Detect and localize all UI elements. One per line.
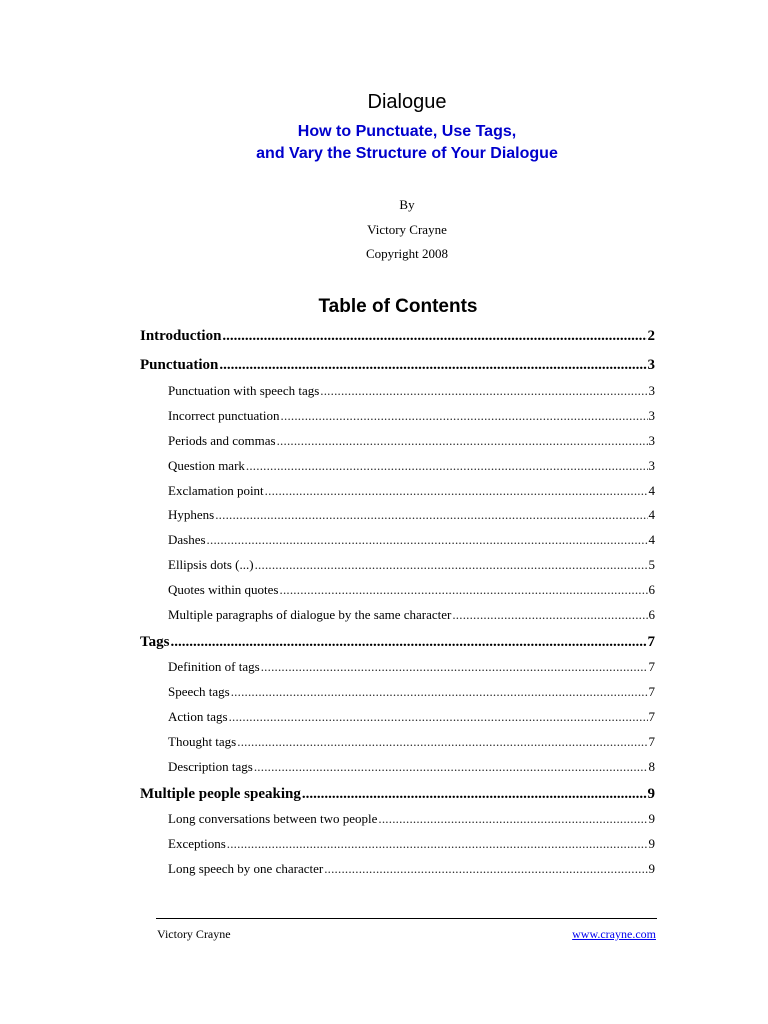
toc-entry-label: Ellipsis dots (...) [168, 557, 254, 572]
toc-subsection-entry[interactable] [168, 482, 655, 500]
toc-subsection-entry[interactable] [168, 556, 655, 574]
toc-subsection-entry[interactable] [168, 432, 655, 450]
toc-dot-leader [302, 784, 647, 804]
toc-subsection-entry[interactable] [168, 606, 655, 624]
toc-entry-label: Introduction [140, 328, 222, 344]
toc-entry-label: Multiple paragraphs of dialogue by the same character [168, 607, 452, 622]
toc-entry-label: Exceptions [168, 836, 226, 851]
toc-entry-page-number: 4 [648, 532, 655, 547]
byline-by: By [399, 197, 415, 212]
toc-entry-page-number: 7 [648, 684, 655, 699]
toc-entry-page-number: 3 [648, 408, 655, 423]
toc-entry-page-number: 4 [648, 483, 655, 498]
toc-dot-leader [246, 457, 648, 475]
toc-entry-label: Periods and commas [168, 433, 276, 448]
toc-dot-leader [324, 860, 647, 878]
toc-entry-page-number: 2 [647, 328, 655, 344]
toc-entry-label: Question mark [168, 458, 245, 473]
toc-subsection-entry[interactable] [168, 531, 655, 549]
toc-entry-label: Long speech by one character [168, 861, 324, 876]
document-subtitle-line1: How to Punctuate, Use Tags, [297, 123, 517, 140]
toc-dot-leader [265, 482, 648, 500]
toc-subsection-entry[interactable] [168, 860, 655, 878]
toc-entry-page-number: 9 [648, 811, 655, 826]
toc-entry-page-number: 7 [647, 634, 655, 650]
toc-entry-label: Incorrect punctuation [168, 408, 280, 423]
toc-entry-label: Dashes [168, 532, 206, 547]
toc-dot-leader [281, 407, 648, 425]
toc-heading: Table of Contents [318, 296, 478, 317]
toc-dot-leader [215, 506, 647, 524]
toc-subsection-entry[interactable] [168, 382, 655, 400]
toc-entry-label: Description tags [168, 759, 253, 774]
toc-dot-leader [222, 326, 646, 346]
toc-dot-leader [320, 382, 647, 400]
document-subtitle-line2: and Vary the Structure of Your Dialogue [256, 145, 558, 162]
toc-dot-leader [229, 708, 648, 726]
toc-dot-leader [231, 683, 648, 701]
toc-subsection-entry[interactable] [168, 457, 655, 475]
toc-entry-page-number: 7 [648, 734, 655, 749]
toc-entry-label: Speech tags [168, 684, 230, 699]
toc-entry-label: Definition of tags [168, 659, 260, 674]
toc-section-entry[interactable] [140, 632, 655, 652]
footer-author: Victory Crayne [157, 927, 231, 941]
toc-entry-page-number: 7 [648, 659, 655, 674]
toc-entry-page-number: 7 [648, 709, 655, 724]
toc-entry-page-number: 3 [648, 383, 655, 398]
toc-entry-page-number: 5 [648, 557, 655, 572]
toc-section-entry[interactable] [140, 355, 655, 375]
toc-section-entry[interactable] [140, 784, 655, 804]
toc-entry-page-number: 9 [648, 861, 655, 876]
toc-dot-leader [378, 810, 647, 828]
toc-dot-leader [452, 606, 647, 624]
toc-subsection-entry[interactable] [168, 733, 655, 751]
toc-dot-leader [277, 432, 648, 450]
toc-entry-label: Tags [140, 634, 170, 650]
toc-dot-leader [227, 835, 648, 853]
toc-dot-leader [170, 632, 646, 652]
toc-subsection-entry[interactable] [168, 683, 655, 701]
toc-subsection-entry[interactable] [168, 835, 655, 853]
toc-subsection-entry[interactable] [168, 407, 655, 425]
toc-subsection-entry[interactable] [168, 758, 655, 776]
toc-dot-leader [255, 556, 648, 574]
toc-entry-label: Punctuation with speech tags [168, 383, 320, 398]
toc-subsection-entry[interactable] [168, 506, 655, 524]
toc-dot-leader [261, 658, 648, 676]
toc-dot-leader [254, 758, 648, 776]
document-title: Dialogue [367, 91, 447, 113]
toc-entry-label: Thought tags [168, 734, 237, 749]
toc-entry-page-number: 9 [648, 836, 655, 851]
toc-entry-page-number: 6 [648, 607, 655, 622]
toc-entry-label: Hyphens [168, 507, 215, 522]
byline-author: Victory Crayne [367, 222, 447, 237]
toc-entry-page-number: 3 [648, 433, 655, 448]
footer-divider [156, 918, 657, 919]
toc-dot-leader [280, 581, 648, 599]
toc-entry-label: Action tags [168, 709, 228, 724]
toc-subsection-entry[interactable] [168, 581, 655, 599]
toc-entry-label: Long conversations between two people [168, 811, 378, 826]
toc-entry-page-number: 6 [648, 582, 655, 597]
toc-subsection-entry[interactable] [168, 708, 655, 726]
toc-entry-label: Multiple people speaking [140, 786, 301, 802]
toc-entry-label: Exclamation point [168, 483, 264, 498]
toc-dot-leader [219, 355, 646, 375]
toc-subsection-entry[interactable] [168, 658, 655, 676]
toc-entry-page-number: 8 [648, 759, 655, 774]
toc-section-entry[interactable] [140, 326, 655, 346]
toc-entry-label: Quotes within quotes [168, 582, 279, 597]
toc-entry-page-number: 3 [648, 458, 655, 473]
byline-copyright: Copyright 2008 [366, 246, 448, 261]
toc-entry-page-number: 9 [647, 786, 655, 802]
toc-dot-leader [207, 531, 648, 549]
toc-subsection-entry[interactable] [168, 810, 655, 828]
footer-website-link[interactable]: www.crayne.com [572, 927, 656, 941]
toc-entry-label: Punctuation [140, 357, 219, 373]
toc-entry-page-number: 3 [647, 357, 655, 373]
toc-entry-page-number: 4 [648, 507, 655, 522]
toc-dot-leader [237, 733, 647, 751]
